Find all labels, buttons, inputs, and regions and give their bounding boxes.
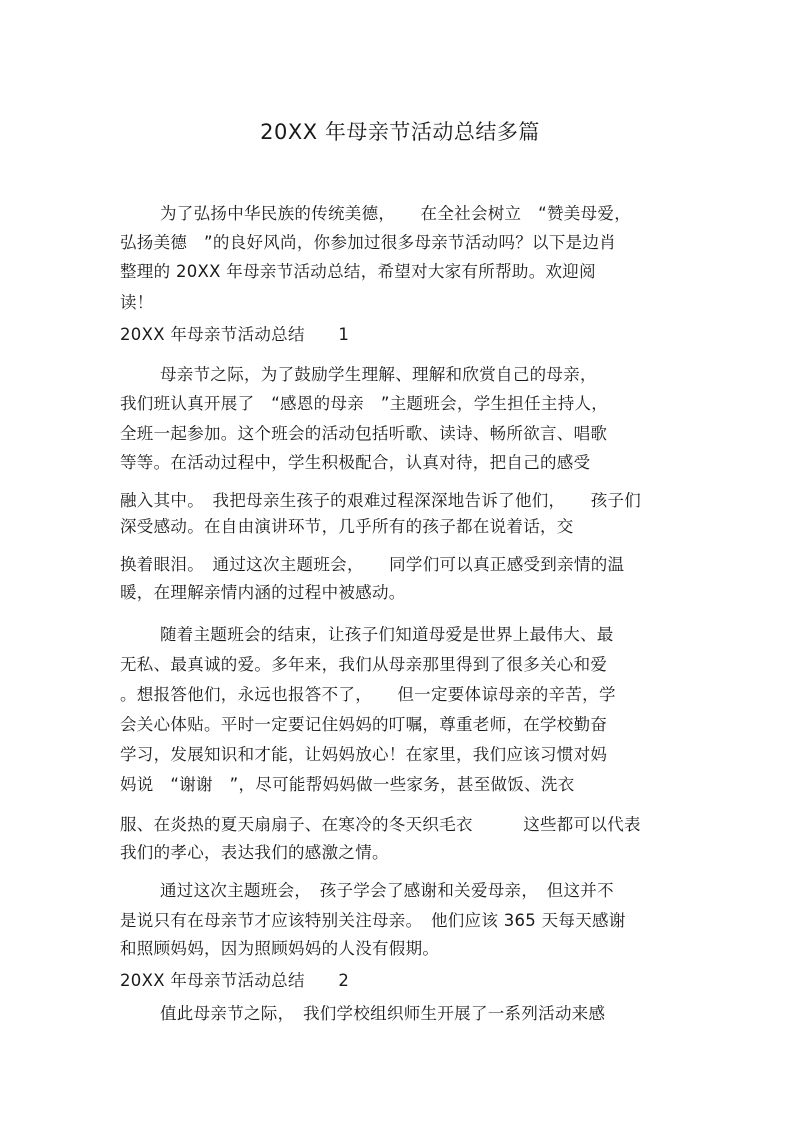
text-line: 暖，在理解亲情内涵的过程中被感动。 (120, 583, 406, 602)
text-line: 全班一起参加。这个班会的活动包括听歌、读诗、畅所欲言、唱歌 (120, 424, 608, 443)
text-line: 学习，发展知识和才能，让妈妈放心！在家里，我们应该习惯对妈 (120, 745, 608, 764)
text-line: 融入其中。 我把母亲生孩子的艰难过程深深地告诉了他们， 孩子们 (120, 491, 642, 510)
text-line: 整理的 20XX 年母亲节活动总结，希望对大家有所帮助。欢迎阅 (120, 262, 596, 281)
text-line: 妈说 “谢谢 ”，尽可能帮妈妈做一些家务，甚至做饭、洗衣 (120, 775, 575, 794)
section-heading: 20XX 年母亲节活动总结 1 (120, 325, 350, 344)
text-line: 会关心体贴。平时一定要记住妈妈的叮嘱，尊重老师，在学校勤奋 (120, 715, 608, 734)
text-line: 读！ (120, 293, 154, 312)
text-line: 为了弘扬中华民族的传统美德， 在全社会树立 “赞美母爱， (160, 204, 631, 223)
text-line: 无私、最真诚的爱。多年来，我们从母亲那里得到了很多关心和爱 (120, 655, 608, 674)
text-line: 随着主题班会的结束，让孩子们知道母爱是世界上最伟大、最 (160, 625, 614, 644)
text-line: 是说只有在母亲节才应该特别关注母亲。 他们应该 365 天每天感谢 (120, 911, 626, 930)
text-line: 深受感动。在自由演讲环节，几乎所有的孩子都在说着话，交 (120, 517, 574, 536)
section-heading: 20XX 年母亲节活动总结 2 (120, 971, 350, 990)
text-line: 我们班认真开展了 “感恩的母亲 ”主题班会，学生担任主持人， (120, 394, 609, 413)
text-line: 。想报答他们，永远也报答不了， 但一定要体谅母亲的辛苦，学 (120, 685, 616, 704)
text-line: 值此母亲节之际， 我们学校组织师生开展了一系列活动来感 (160, 1004, 606, 1023)
text-line: 等等。在活动过程中，学生积极配合，认真对待，把自己的感受 (120, 453, 591, 472)
text-line: 服、在炎热的夏天扇扇子、在寒冷的冬天织毛衣 这些都可以代表 (120, 815, 641, 834)
text-line: 我们的孝心，表达我们的感激之情。 (120, 843, 389, 862)
text-line: 通过这次主题班会， 孩子学会了感谢和关爱母亲， 但这并不 (160, 881, 614, 900)
text-line: 和照顾妈妈，因为照顾妈妈的人没有假期。 (120, 939, 440, 958)
text-line: 母亲节之际，为了鼓励学生理解、理解和欣赏自己的母亲， (160, 365, 597, 384)
text-line: 换着眼泪。 通过这次主题班会， 同学们可以真正感受到亲情的温 (120, 555, 625, 574)
text-line: 弘扬美德 ”的良好风尚，你参加过很多母亲节活动吗？以下是边肖 (120, 233, 617, 252)
document-title: 20XX 年母亲节活动总结多篇 (260, 120, 540, 144)
